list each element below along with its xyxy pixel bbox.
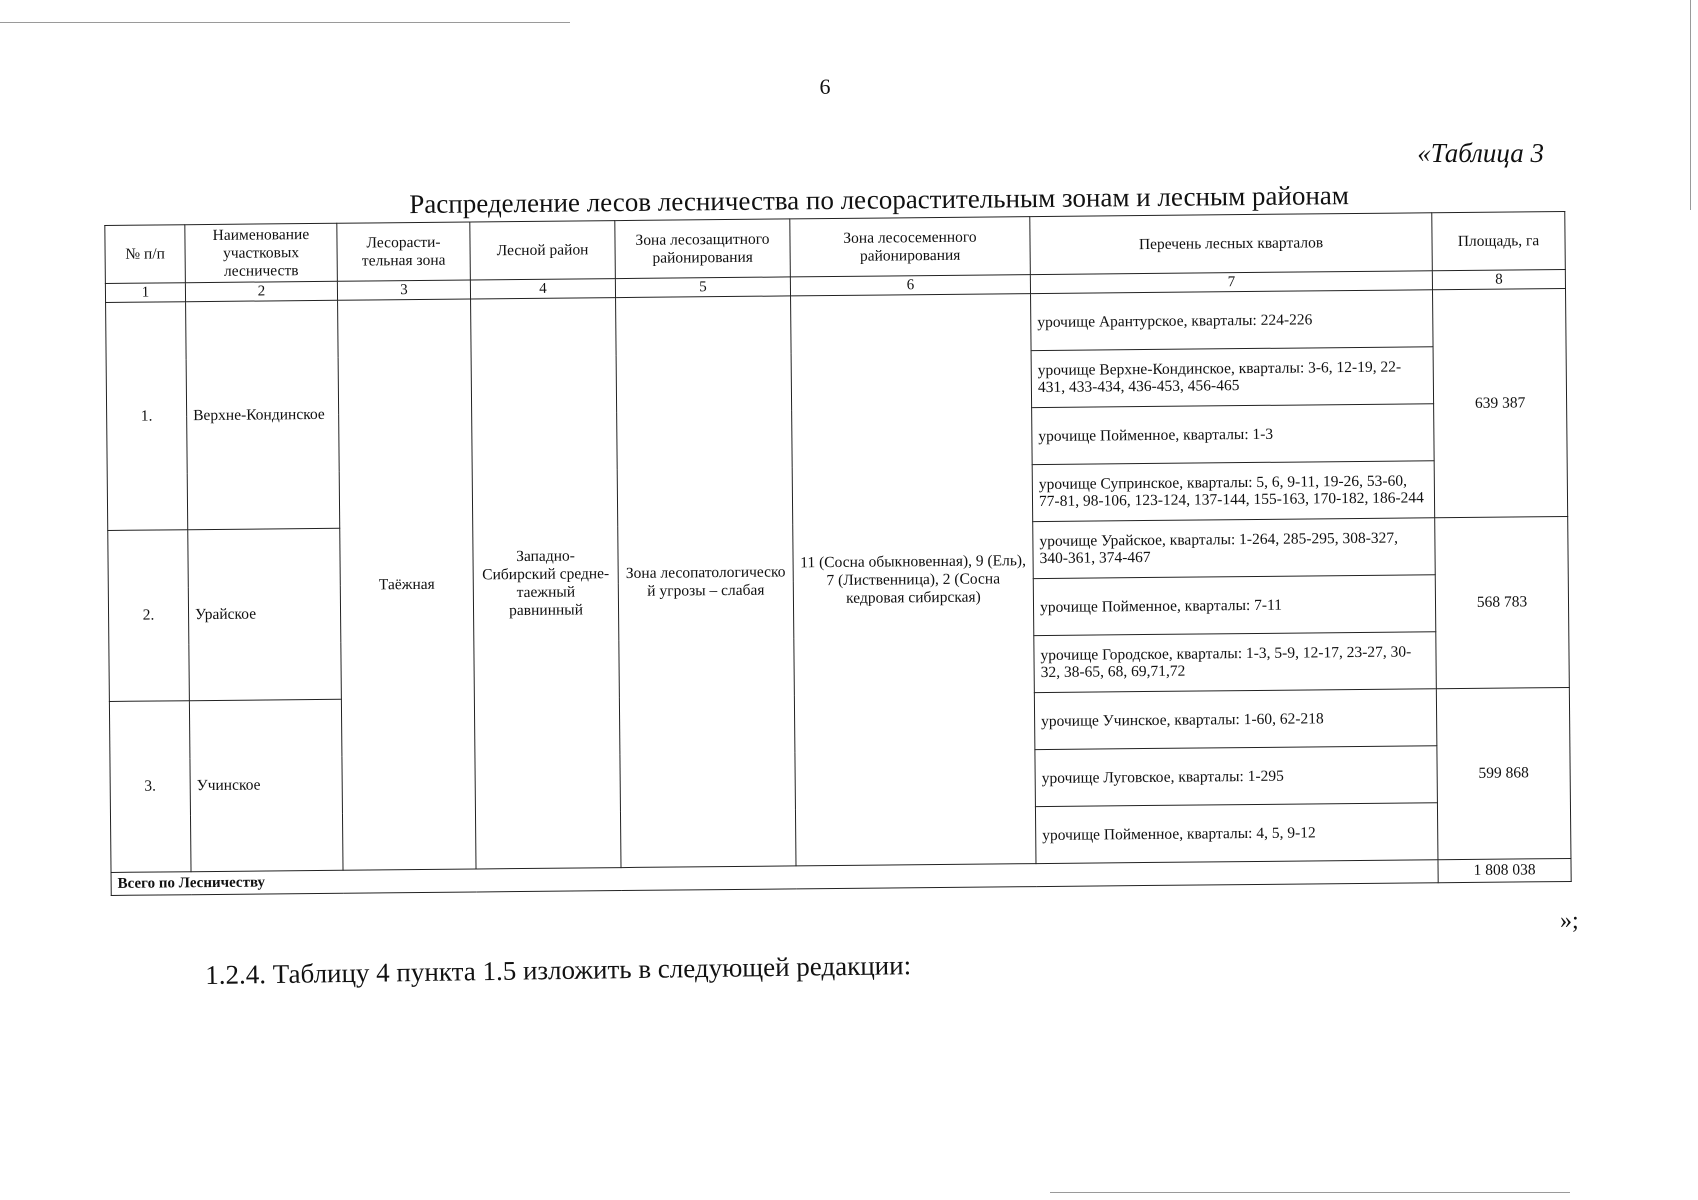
protection-zone: Зона лесопатологическо й угрозы – слабая [616, 296, 796, 868]
column-number: 4 [470, 279, 615, 299]
quarter-list-item: урочище Супринское, кварталы: 5, 6, 9-11, 19-26, 53-60, 77-81, 98-106, 123-124, 137-144, 155-163, 170-182, 186-244 [1032, 461, 1435, 522]
forest-district: Западно-Сибирский средне-таежный равнинный [471, 298, 621, 869]
column-number: 3 [337, 280, 470, 300]
table-title: Распределение лесов лесничества по лесорастительным зонам и лесным районам [409, 180, 1350, 220]
quarter-list-item: урочище Арантурское, кварталы: 224-226 [1031, 290, 1434, 351]
header-cell: Перечень лесных кварталов [1030, 213, 1433, 275]
column-number: 5 [615, 277, 790, 298]
page-number: 6 [819, 74, 831, 99]
header-cell: Наименование участковых лесничеств [185, 223, 338, 283]
total-value: 1 808 038 [1438, 859, 1571, 883]
column-number: 8 [1432, 270, 1565, 290]
header-cell: Лесорасти-тельная зона [337, 222, 471, 282]
area-value: 568 783 [1435, 517, 1570, 689]
total-label: Всего по Лесничеству [111, 860, 1438, 896]
forestry-name: Учинское [189, 700, 343, 872]
quarter-list-item: урочище Урайское, кварталы: 1-264, 285-295, 308-327, 340-361, 374-467 [1033, 518, 1436, 579]
column-number: 7 [1030, 271, 1432, 294]
quarter-list-item: урочище Пойменное, кварталы: 1-3 [1032, 404, 1435, 465]
column-number: 6 [790, 275, 1030, 296]
quarter-list-item: урочище Луговское, кварталы: 1-295 [1035, 746, 1438, 807]
header-cell: Лесной район [470, 221, 616, 281]
row-number: 2. [108, 530, 190, 702]
area-value: 599 868 [1436, 688, 1571, 860]
quarter-list-item: урочище Пойменное, кварталы: 7-11 [1033, 575, 1436, 636]
header-cell: № п/п [105, 225, 186, 284]
closing-quote: »; [1560, 908, 1579, 934]
header-cell: Зона лесосеменного районирования [790, 217, 1031, 278]
column-number: 2 [185, 282, 337, 302]
instruction-paragraph: 1.2.4. Таблицу 4 пункта 1.5 изложить в следующей редакции: [205, 950, 912, 990]
header-cell: Зона лесозащитного районирования [615, 219, 791, 279]
forestry-name: Урайское [188, 529, 342, 701]
quarter-list-item: урочище Учинское, кварталы: 1-60, 62-218 [1034, 689, 1437, 750]
table-label: «Таблица 3 [1417, 138, 1544, 168]
forest-zone: Таёжная [338, 299, 476, 870]
table-block [104, 178, 1571, 896]
row-number: 1. [106, 302, 188, 531]
forestry-name: Верхне-Кондинское [186, 301, 340, 530]
quarter-list-item: урочище Верхне-Кондинское, кварталы: 3-6, 12-19, 22-431, 433-434, 436-453, 456-465 [1031, 347, 1434, 408]
scan-edge-line [1690, 0, 1691, 210]
scan-edge-line [0, 22, 570, 23]
quarter-list-item: урочище Городское, кварталы: 1-3, 5-9, 12-17, 23-27, 30-32, 38-65, 68, 69,71,72 [1034, 632, 1437, 693]
quarter-list-item: урочище Пойменное, кварталы: 4, 5, 9-12 [1035, 803, 1438, 864]
seed-zone: 11 (Сосна обыкновенная), 9 (Ель), 7 (Лиственница), 2 (Сосна кедровая сибирская) [791, 294, 1036, 866]
row-number: 3. [109, 701, 191, 873]
area-value: 639 387 [1433, 289, 1568, 518]
column-number: 1 [105, 283, 185, 303]
scan-edge-line [1050, 1192, 1570, 1193]
header-cell: Площадь, га [1432, 211, 1566, 271]
forest-distribution-table [104, 211, 1571, 896]
